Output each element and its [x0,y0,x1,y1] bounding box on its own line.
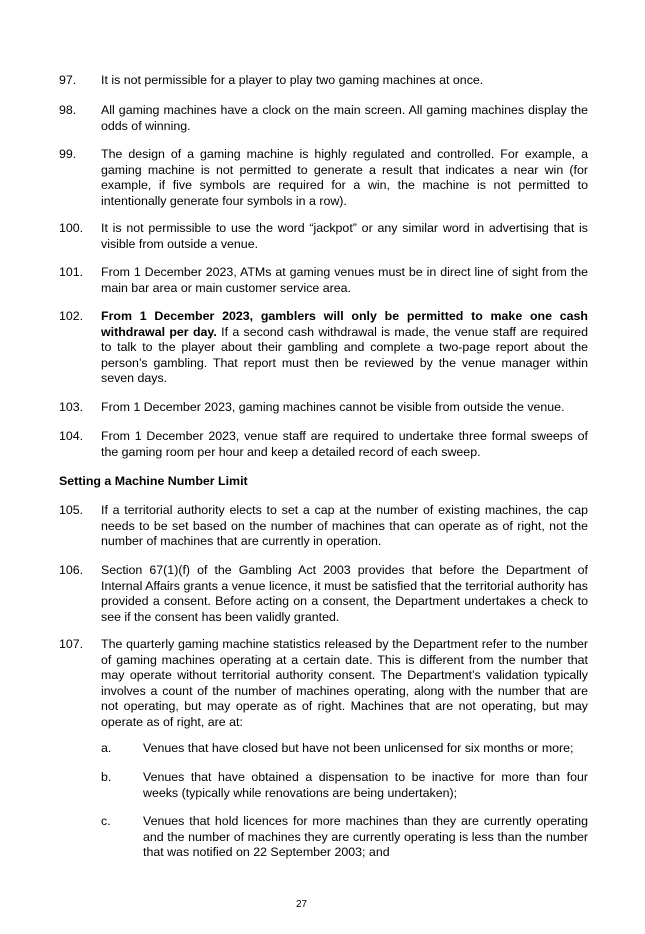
paragraph-102 [59,309,588,387]
sub-item-text: Venues that hold licences for more machines than they are currently operating and the number of machines they are currently operating is less than the number that was notified on 22 September 2003; and [143,814,588,859]
paragraph-100 [59,221,588,252]
paragraph-97 [59,73,588,89]
sub-item-text: Venues that have obtained a dispensation to be inactive for more than four weeks (typically while renovations are being undertaken); [143,770,588,800]
paragraph-text: If a territorial authority elects to set a cap at the number of existing machines, the cap needs to be set based on the number of machines that can operate as of right, not the number of machines that are currently in operation. [101,503,588,548]
sub-item-letter: c. [101,814,111,828]
sub-item-text: Venues that have closed but have not been unlicensed for six months or more; [143,741,574,755]
paragraph-number: 98. [59,103,77,117]
paragraph-text [101,309,588,387]
paragraph-text: It is not permissible for a player to play two gaming machines at once. [101,73,484,87]
paragraph-number: 106. [59,563,84,577]
sub-item-a [101,741,588,757]
paragraph-104 [59,429,588,460]
paragraph-text: From 1 December 2023, venue staff are required to undertake three formal sweeps of the gaming room per hour and keep a detailed record of each sweep. [101,429,588,459]
paragraph-number: 103. [59,400,84,414]
paragraph-105 [59,503,588,550]
paragraph-107 [59,637,588,730]
paragraph-99 [59,147,588,209]
paragraph-number: 99. [59,147,77,161]
paragraph-number: 102. [59,309,84,323]
sub-item-letter: a. [101,741,112,755]
paragraph-101 [59,265,588,296]
sub-item-c [101,814,588,861]
paragraph-number: 104. [59,429,84,443]
paragraph-number: 100. [59,221,84,235]
paragraph-rest-text: If a second cash withdrawal is made, the venue staff are required to talk to the player about their gambling and complete a two-page report about the person’s gambling. That report must then be reviewed by the venue manager within seven days. [101,324,588,385]
paragraph-text: The design of a gaming machine is highly regulated and controlled. For example, a gaming machine is not permitted to generate a result that indicates a near win (for example, if five symbols are required for a win, the machine is not permitted to intentionally generate four symbols in a row). [101,147,588,208]
paragraph-text: Section 67(1)(f) of the Gambling Act 2003 provides that before the Department of Internal Affairs grants a venue licence, it must be satisfied that the territorial authority has provided a consent. Before acting on a consent, the Department undertakes a check to see if the consent has been validly granted. [101,563,588,624]
paragraph-bold-text: From 1 December 2023, gamblers will only be permitted to make one cash withdrawal per day. [101,309,588,339]
paragraph-text: From 1 December 2023, ATMs at gaming venues must be in direct line of sight from the main bar area or main customer service area. [101,265,588,295]
paragraph-number: 107. [59,637,84,651]
page-number: 27 [295,899,308,910]
paragraph-number: 105. [59,503,84,517]
paragraph-103 [59,400,588,416]
section-heading: Setting a Machine Number Limit [59,474,248,488]
paragraph-106 [59,563,588,625]
sub-item-letter: b. [101,770,112,784]
paragraph-text: The quarterly gaming machine statistics released by the Department refer to the number of gaming machines operating at a certain date. This is different from the number that may operate without territorial authority consent. The Department’s validation typically involves a count of the number of machines operating, along with the number that are not operating, but may operate as of right. Machines that are not operating, but may operate as of right, are at: [101,637,588,729]
paragraph-text: All gaming machines have a clock on the main screen. All gaming machines display the odds of winning. [101,103,588,133]
paragraph-number: 101. [59,265,84,279]
sub-item-b [101,770,588,801]
paragraph-98 [59,103,588,134]
paragraph-text: It is not permissible to use the word “jackpot” or any similar word in advertising that is visible from outside a venue. [101,221,588,251]
paragraph-number: 97. [59,73,77,87]
paragraph-text: From 1 December 2023, gaming machines cannot be visible from outside the venue. [101,400,565,414]
